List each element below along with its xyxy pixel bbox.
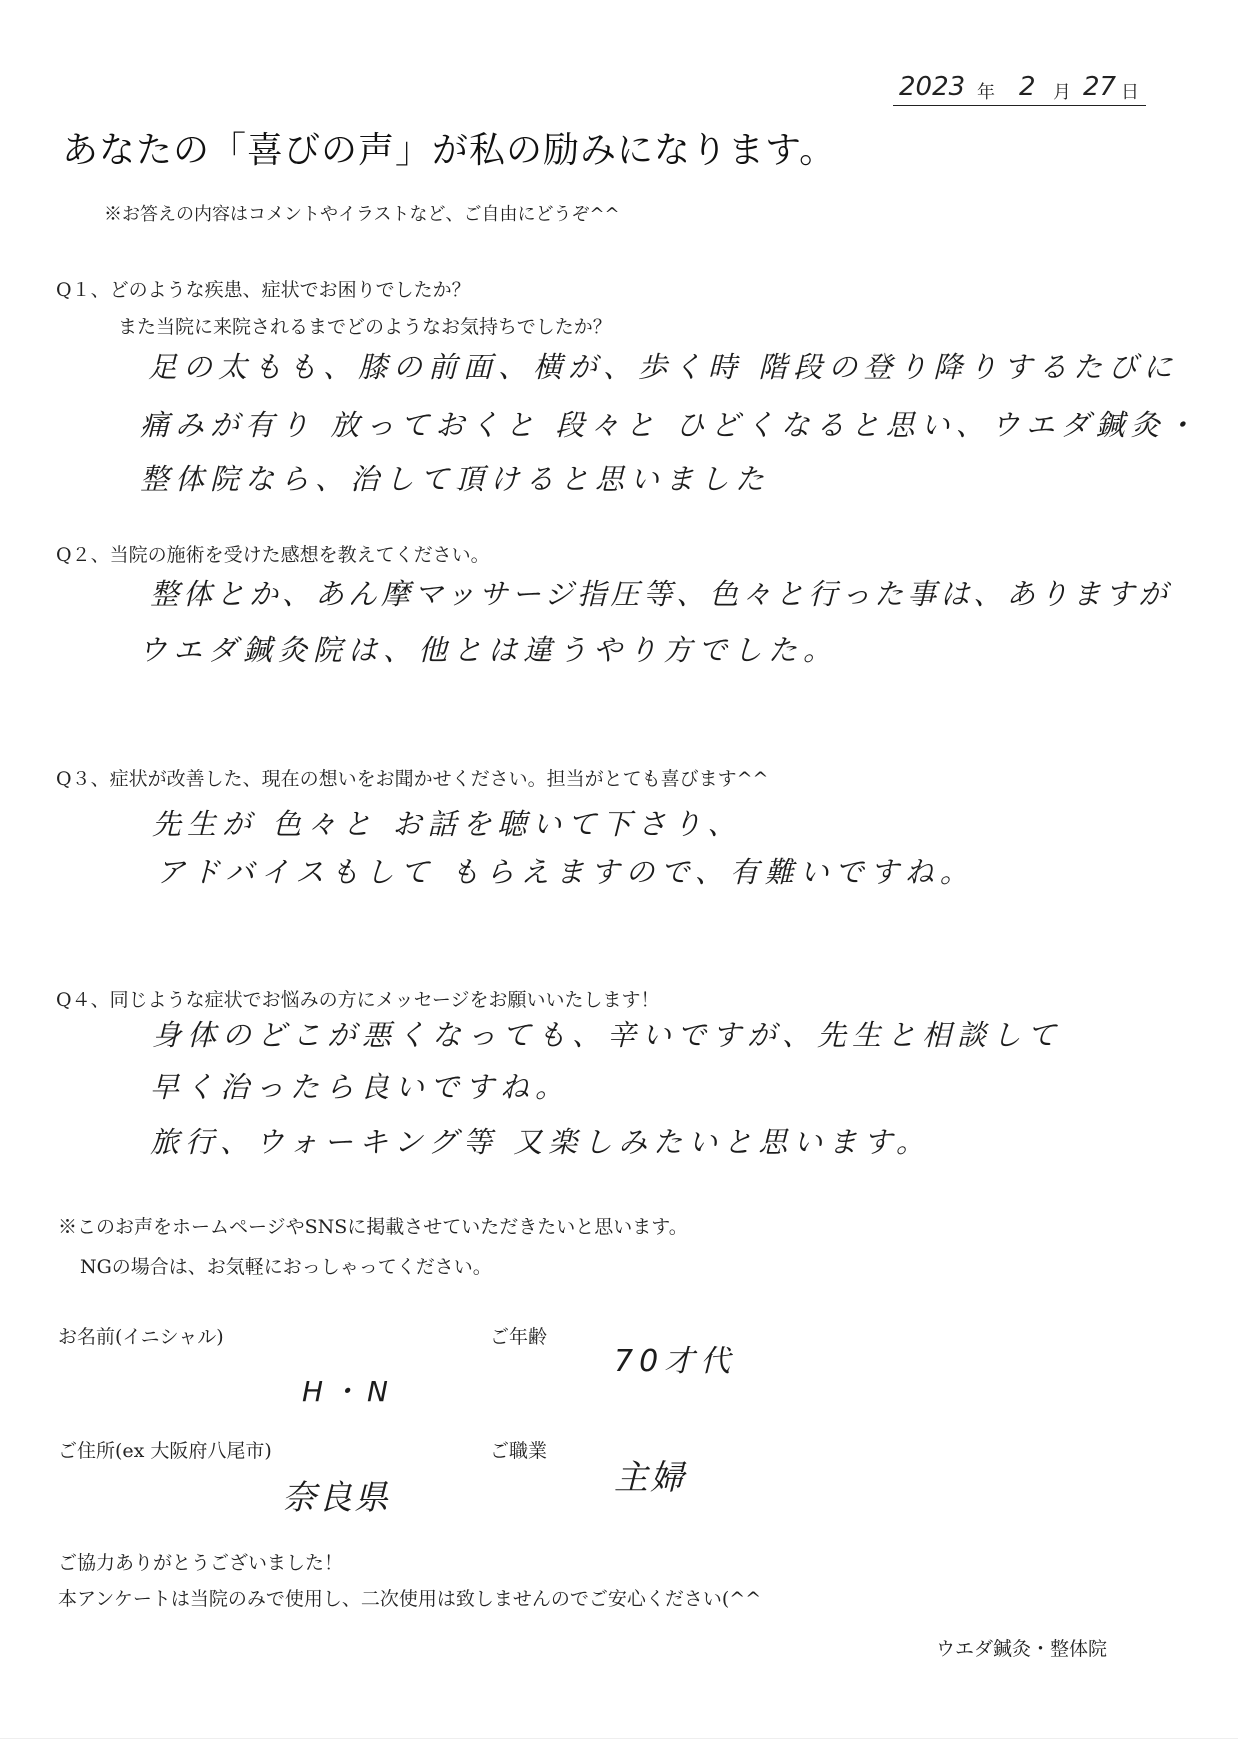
thanks-text: ご協力ありがとうございました！ — [58, 1552, 344, 1574]
page-bottom-edge — [0, 1738, 1238, 1739]
date-day-unit: 日 — [1121, 82, 1139, 103]
date-day-handwritten: 27 — [1083, 72, 1117, 102]
address-value: 奈良県 — [282, 1478, 390, 1518]
date-underline — [893, 105, 1146, 106]
page-title: あなたの「喜びの声」が私の励みになります。 — [62, 130, 837, 171]
q4-question-line1: Q４、同じような症状でお悩みの方にメッセージをお願いいたします！ — [56, 989, 660, 1011]
q4-answer-line2: 早く治ったら良いですね。 — [150, 1070, 571, 1104]
date-field — [893, 70, 1146, 106]
q3-question-line1: Q３、症状が改善した、現在の想いをお聞かせください。担当がとても喜びます^^ — [56, 768, 769, 790]
date-month-handwritten: 2 — [1019, 72, 1036, 102]
q2-answer-line2: ウエダ鍼灸院は、他とは違うやり方でした。 — [138, 633, 839, 667]
q4-answer-line1: 身体のどこが悪くなっても、辛いですが、先生と相談して — [152, 1018, 1063, 1052]
q2-question-line1: Q２、当院の施術を受けた感想を教えてください。 — [56, 544, 490, 566]
date-year-unit: 年 — [977, 82, 995, 103]
q4-answer-line3: 旅行、ウォーキング等 又楽しみたいと思います。 — [150, 1125, 931, 1159]
address-label: ご住所(ex 大阪府八尾市) — [58, 1440, 272, 1462]
q1-answer-line1: 足の太もも、膝の前面、横が、歩く時 階段の登り降りするたびに — [148, 350, 1179, 384]
name-value: H・N — [302, 1375, 397, 1408]
sns-note-line2: NGの場合は、お気軽におっしゃってください。 — [80, 1256, 492, 1278]
q2-answer-line1: 整体とか、あん摩マッサージ指圧等、色々と行った事は、ありますが — [150, 577, 1172, 611]
date-year-handwritten: 2023 — [899, 72, 966, 102]
q3-answer-line2: アドバイスもして もらえますので、有難いですね。 — [156, 855, 975, 889]
job-value: 主婦 — [614, 1458, 686, 1498]
q1-question-line2: また当院に来院されるまでどのようなお気持ちでしたか？ — [118, 316, 612, 338]
q1-question-line1: Q１、どのような疾患、症状でお困りでしたか？ — [56, 279, 471, 301]
age-value: 70才代 — [614, 1344, 737, 1379]
usage-notice: 本アンケートは当院のみで使用し、二次使用は致しませんのでご安心ください(^^ — [58, 1588, 762, 1610]
q1-answer-line3: 整体院なら、治して頂けると思いました — [140, 462, 771, 496]
name-label: お名前(イニシャル) — [58, 1326, 224, 1348]
date-month-unit: 月 — [1053, 82, 1071, 103]
q1-answer-line2: 痛みが有り 放っておくと 段々と ひどくなると思い、ウエダ鍼灸・ — [140, 408, 1201, 442]
age-label: ご年齢 — [490, 1326, 548, 1348]
intro-note: ※お答えの内容はコメントやイラストなど、ご自由にどうぞ^^ — [104, 204, 620, 225]
clinic-name: ウエダ鍼灸・整体院 — [936, 1638, 1108, 1660]
job-label: ご職業 — [490, 1440, 548, 1462]
q3-answer-line1: 先生が 色々と お話を聴いて下さり、 — [152, 807, 743, 841]
sns-note-line1: ※このお声をホームページやSNSに掲載させていただきたいと思います。 — [58, 1216, 688, 1238]
